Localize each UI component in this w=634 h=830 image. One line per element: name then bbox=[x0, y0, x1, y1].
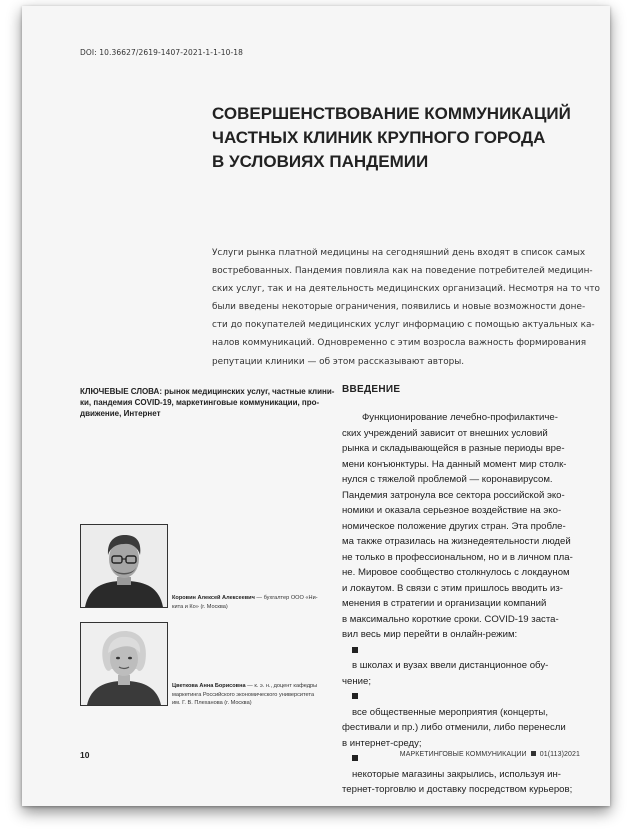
author-photo-tsvetkova bbox=[80, 622, 168, 706]
abstract-line: налов коммуникаций. Одновременно с этим возросла важность формирования bbox=[212, 338, 587, 349]
article-title bbox=[212, 102, 592, 174]
keywords-line: КЛЮЧЕВЫЕ СЛОВА: рынок медицинских услуг, частные клини- bbox=[80, 387, 335, 396]
author-caption-tsvetkova bbox=[172, 682, 322, 708]
bullet-square-icon bbox=[352, 647, 358, 653]
body-line: не только в профессиональном, но и в личном пла- bbox=[342, 551, 573, 563]
author-role: — к. э. н., доцент кафедры bbox=[245, 683, 318, 689]
abstract bbox=[212, 244, 600, 371]
abstract-line: востребованных. Пандемия повлияла как на поведение потребителей медицин- bbox=[212, 266, 593, 277]
journal-name: МАРКЕТИНГОВЫЕ КОММУНИКАЦИИ bbox=[399, 751, 527, 758]
author-role-line: маркетинга Российского экономического университета bbox=[172, 691, 315, 698]
bullet-text: некоторые магазины закрылись, используя ин- bbox=[352, 768, 561, 780]
body-line: нулся с тяжелой проблемой — коронавирусом. bbox=[342, 474, 553, 485]
body-line: чение; bbox=[342, 675, 371, 687]
portrait-female-icon bbox=[81, 623, 167, 705]
author-role-line: кита и Ко» (г. Москва) bbox=[172, 603, 228, 610]
body-line: Функционирование лечебно-профилактиче- bbox=[362, 412, 558, 423]
author-name: Цветкова Анна Борисовна bbox=[172, 683, 246, 689]
abstract-line: репутации клиники — об этом рассказывают авторы. bbox=[212, 356, 465, 367]
body-line: номики и оказала серьезное воздействие на эко- bbox=[342, 505, 562, 516]
bullet-text: все общественные мероприятия (концерты, bbox=[352, 706, 548, 718]
abstract-line: ских услуг, так и на деятельность медицинских организаций. Несмотря на то что bbox=[212, 284, 600, 295]
body-line: номическое положение других стран. Эта пробле- bbox=[342, 520, 566, 532]
square-separator-icon bbox=[531, 751, 536, 756]
body-line: вил весь мир перейти в онлайн-режим: bbox=[342, 629, 518, 640]
abstract-line: были введены некоторые ограничения, появились и новые возможности доне- bbox=[212, 302, 586, 313]
section-heading: ВВЕДЕНИЕ bbox=[342, 384, 401, 395]
body-line: Пандемия затронула все сектора российской эко- bbox=[342, 489, 565, 501]
body-line: в интернет-среду; bbox=[342, 737, 422, 749]
bullet-item bbox=[342, 689, 602, 720]
body-text bbox=[342, 410, 602, 798]
body-line: не. Мировое сообщество столкнулось с локдауном bbox=[342, 567, 570, 578]
keywords-line: ки, пандемия COVID-19, маркетинговые коммуникации, про- bbox=[80, 398, 320, 407]
body-line: в максимально короткие сроки. COVID-19 заста- bbox=[342, 613, 559, 625]
author-caption-korovin bbox=[172, 594, 322, 611]
portrait-male-icon bbox=[81, 525, 167, 607]
bullet-square-icon bbox=[352, 755, 358, 761]
page-number: 10 bbox=[80, 750, 90, 760]
title-line: ЧАСТНЫХ КЛИНИК КРУПНОГО ГОРОДА bbox=[212, 128, 546, 147]
journal-issue: 01(113)2021 bbox=[539, 751, 580, 758]
body-line: ма также отразилась на жизнедеятельности людей bbox=[342, 536, 571, 547]
author-role-line: им. Г. В. Плеханова (г. Москва) bbox=[172, 700, 252, 706]
body-line: рынка и складывающейся в разные периоды вре- bbox=[342, 443, 565, 454]
body-line: тернет-торговлю и доставку посредством курьеров; bbox=[342, 784, 573, 795]
author-role: — бухгалтер ООО «Ни- bbox=[254, 595, 318, 601]
abstract-line: Услуги рынка платной медицины на сегодняшний день входят в список самых bbox=[212, 248, 586, 258]
title-line: СОВЕРШЕНСТВОВАНИЕ КОММУНИКАЦИЙ bbox=[212, 104, 571, 123]
author-name: Коровин Алексей Алексеевич bbox=[172, 595, 255, 601]
bullet-square-icon bbox=[352, 693, 358, 699]
body-line: фестивали и пр.) либо отменили, либо перенесли bbox=[342, 722, 566, 733]
bullet-item bbox=[342, 643, 602, 674]
title-line: В УСЛОВИЯХ ПАНДЕМИИ bbox=[212, 152, 429, 171]
doi-line: DOI: 10.36627/2619-1407-2021-1-1-10-18 bbox=[80, 48, 244, 57]
abstract-line: сти до покупателей медицинских услуг информацию с помощью актуальных ка- bbox=[212, 320, 595, 331]
body-line: ских учреждений зависит от внешних условий bbox=[342, 427, 548, 439]
footer-journal bbox=[400, 751, 580, 758]
author-photo-korovin bbox=[80, 524, 168, 608]
body-line: мени конъюнктуры. На данный момент мир столк- bbox=[342, 458, 567, 470]
body-line: менения в стратегии и организации компаний bbox=[342, 598, 547, 609]
body-line: и локаутом. В связи с этим пришлось вводить из- bbox=[342, 582, 563, 594]
bullet-text: в школах и вузах ввели дистанционное обу- bbox=[352, 660, 549, 671]
journal-page bbox=[22, 6, 610, 806]
keywords-line: движение, Интернет bbox=[80, 409, 161, 418]
keywords-block bbox=[80, 386, 335, 419]
